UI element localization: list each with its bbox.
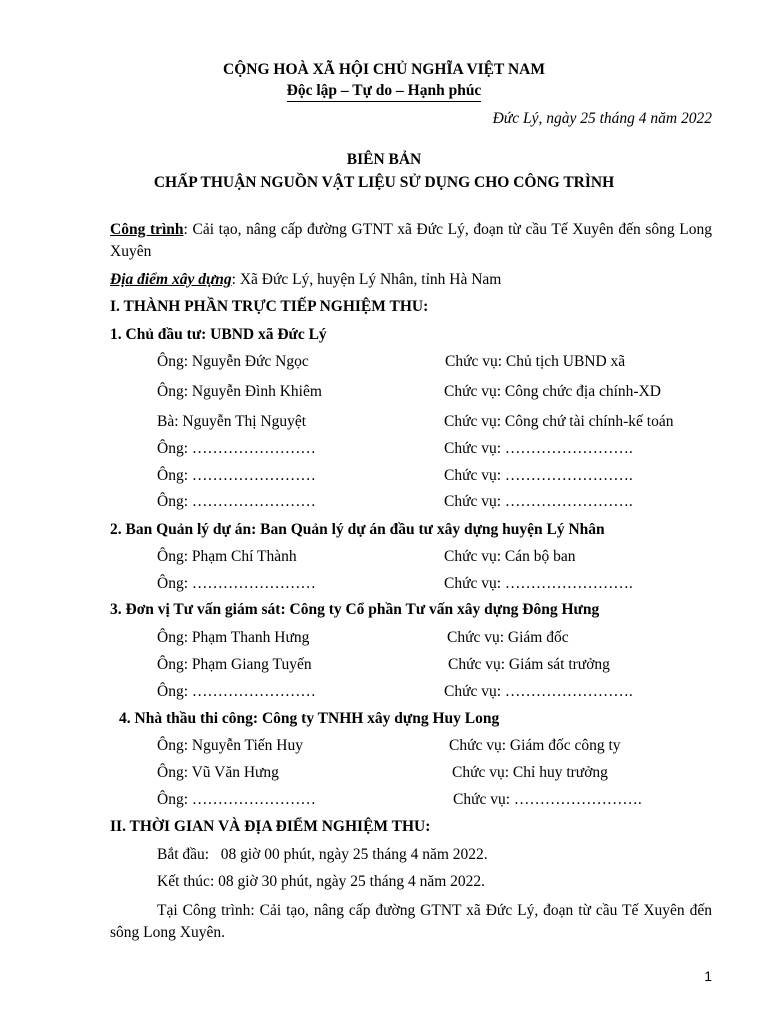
member-name: Ông: …………………… [157,493,316,510]
location-info [110,271,501,289]
member-role: Chức vụ: ……………………. [453,791,642,808]
start-time: Bắt đầu: 08 giờ 00 phút, ngày 25 tháng 4 năm 2022. [157,846,488,863]
inspection-place: Tại Công trình: Cải tạo, nâng cấp đường GTNT xã Đức Lý, đoạn từ cầu Tế Xuyên đến sông Long Xuyên. [110,902,712,941]
section-2-heading: II. THỜI GIAN VÀ ĐỊA ĐIỂM NGHIỆM THU: [110,818,431,835]
group-4-heading: 4. Nhà thầu thi công: Công ty TNHH xây dựng Huy Long [119,710,500,727]
location-value: : Xã Đức Lý, huyện Lý Nhân, tỉnh Hà Nam [231,271,502,288]
member-role: Chức vụ: Giám đốc công ty [449,737,621,754]
member-name: Ông: …………………… [157,683,316,700]
member-name: Ông: …………………… [157,575,316,592]
group-1-heading: 1. Chủ đầu tư: UBND xã Đức Lý [110,326,327,343]
section-1-heading: I. THÀNH PHẦN TRỰC TIẾP NGHIỆM THU: [110,298,429,315]
member-role: Chức vụ: ……………………. [444,575,633,592]
location-label: Địa điểm xây dựng [110,271,232,288]
member-role: Chức vụ: ……………………. [444,440,633,457]
member-name: Ông: Nguyễn Tiến Huy [157,737,303,754]
member-role: Chức vụ: Công chứ tài chính-kế toán [444,413,674,430]
member-role: Chức vụ: Chỉ huy trưởng [452,764,608,781]
group-2-heading: 2. Ban Quản lý dự án: Ban Quản lý dự án đầu tư xây dựng huyện Lý Nhân [110,521,605,538]
member-role: Chức vụ: ……………………. [444,683,633,700]
member-name: Bà: Nguyễn Thị Nguyệt [157,413,307,430]
member-name: Ông: Phạm Thanh Hưng [157,629,310,646]
member-role: Chức vụ: Giám đốc [447,629,569,646]
member-name: Ông: Phạm Chí Thành [157,548,297,565]
project-info [110,219,712,263]
project-label: Công trình [110,221,184,238]
member-name: Ông: …………………… [157,467,316,484]
end-time: Kết thúc: 08 giờ 30 phút, ngày 25 tháng 4 năm 2022. [157,873,486,890]
member-name: Ông: …………………… [157,440,316,457]
project-value: : Cải tạo, nâng cấp đường GTNT xã Đức Lý, đoạn từ cầu Tế Xuyên đến sông Long Xuyên [110,221,712,260]
member-role: Chức vụ: Chủ tịch UBND xã [445,353,626,370]
group-3-heading: 3. Đơn vị Tư vấn giám sát: Công ty Cổ phần Tư vấn xây dựng Đông Hưng [110,601,600,618]
member-name: Ông: Vũ Văn Hưng [157,764,279,781]
page-number: 1 [704,968,712,984]
member-role: Chức vụ: ……………………. [444,467,633,484]
doc-title: BIÊN BẢN [346,151,422,168]
member-role: Chức vụ: ……………………. [444,493,633,510]
motto-text: Độc lập – Tự do – Hạnh phúc [287,82,482,102]
place-date: Đức Lý, ngày 25 tháng 4 năm 2022 [492,110,712,127]
motto [0,82,768,102]
member-name: Ông: Phạm Giang Tuyến [157,656,312,673]
country-name: CỘNG HOÀ XÃ HỘI CHỦ NGHĨA VIỆT NAM [223,61,545,78]
member-role: Chức vụ: Công chức địa chính-XD [444,383,661,400]
member-name: Ông: Nguyễn Đức Ngọc [157,353,309,370]
member-role: Chức vụ: Giám sát trưởng [448,656,610,673]
member-name: Ông: Nguyễn Đình Khiêm [157,383,322,400]
member-name: Ông: …………………… [157,791,316,808]
member-role: Chức vụ: Cán bộ ban [444,548,576,565]
doc-subtitle: CHẤP THUẬN NGUỒN VẬT LIỆU SỬ DỤNG CHO CÔNG TRÌNH [153,174,615,191]
